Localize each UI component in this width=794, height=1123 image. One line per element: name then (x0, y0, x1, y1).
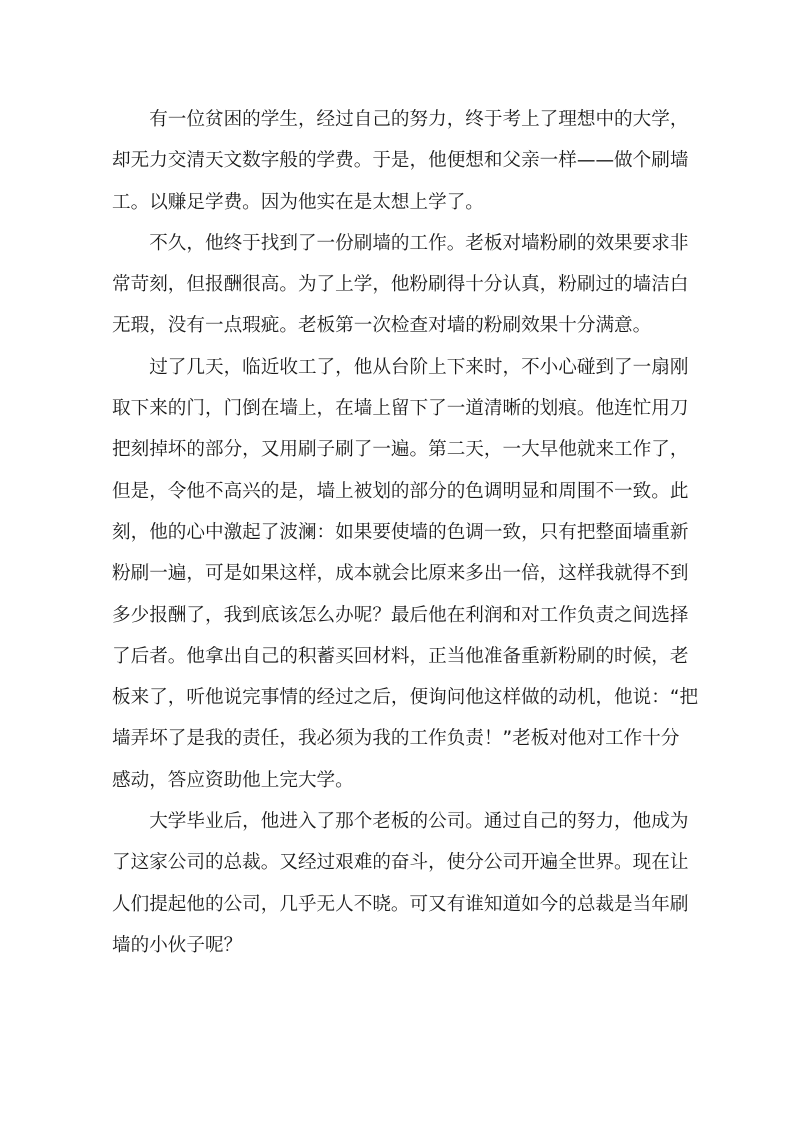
text-line: 墙弄坏了是我的责任，我必须为我的工作负责！”老板对他对工作十分 (112, 728, 680, 750)
text-line: 了这家公司的总裁。又经过艰难的奋斗，使分公司开遍全世界。现在让 (112, 852, 689, 874)
text-line: 取下来的门，门倒在墙上，在墙上留下了一道清晰的划痕。他连忙用刀 (112, 398, 689, 420)
text-line: 多少报酬了，我到底该怎么办呢？最后他在利润和对工作负责之间选择 (112, 604, 689, 626)
text-line: 不久，他终于找到了一份刷墙的工作。老板对墙粉刷的效果要求非 (112, 232, 689, 254)
text-line: 却无力交清天文数字般的学费。于是，他便想和父亲一样——做个刷墙 (112, 150, 689, 172)
text-line: 板来了，听他说完事情的经过之后，便询问他这样做的动机，他说：“把 (112, 687, 699, 709)
text-line: 无瑕，没有一点瑕疵。老板第一次检查对墙的粉刷效果十分满意。 (112, 315, 652, 337)
text-line: 了后者。他拿出自己的积蓄买回材料，正当他准备重新粉刷的时候，老 (112, 645, 689, 667)
text-line: 墙的小伙子呢？ (112, 934, 243, 956)
document-body (112, 99, 699, 966)
paragraph-2 (112, 223, 689, 347)
paragraph-1 (112, 99, 689, 223)
text-line: 过了几天，临近收工了，他从台阶上下来时，不小心碰到了一扇刚 (112, 356, 689, 378)
text-line: 但是，令他不高兴的是，墙上被划的部分的色调明显和周围不一致。此 (112, 480, 689, 502)
text-line: 常苛刻，但报酬很高。为了上学，他粉刷得十分认真，粉刷过的墙洁白 (112, 274, 689, 296)
text-line: 人们提起他的公司，几乎无人不晓。可又有谁知道如今的总裁是当年刷 (112, 893, 689, 915)
text-line: 工。以赚足学费。因为他实在是太想上学了。 (112, 191, 484, 213)
text-line: 粉刷一遍，可是如果这样，成本就会比原来多出一倍，这样我就得不到 (112, 563, 689, 585)
text-line: 感动，答应资助他上完大学。 (112, 769, 354, 791)
text-line: 把刻掉坏的部分，又用刷子刷了一遍。第二天，一大早他就来工作了， (112, 439, 689, 461)
paragraph-3 (112, 347, 699, 801)
paragraph-4 (112, 801, 689, 966)
text-line: 有一位贫困的学生，经过自己的努力，终于考上了理想中的大学， (112, 109, 689, 130)
text-line: 刻，他的心中激起了波澜：如果要使墙的色调一致，只有把整面墙重新 (112, 521, 689, 543)
text-line: 大学毕业后，他进入了那个老板的公司。通过自己的努力，他成为 (112, 811, 689, 833)
